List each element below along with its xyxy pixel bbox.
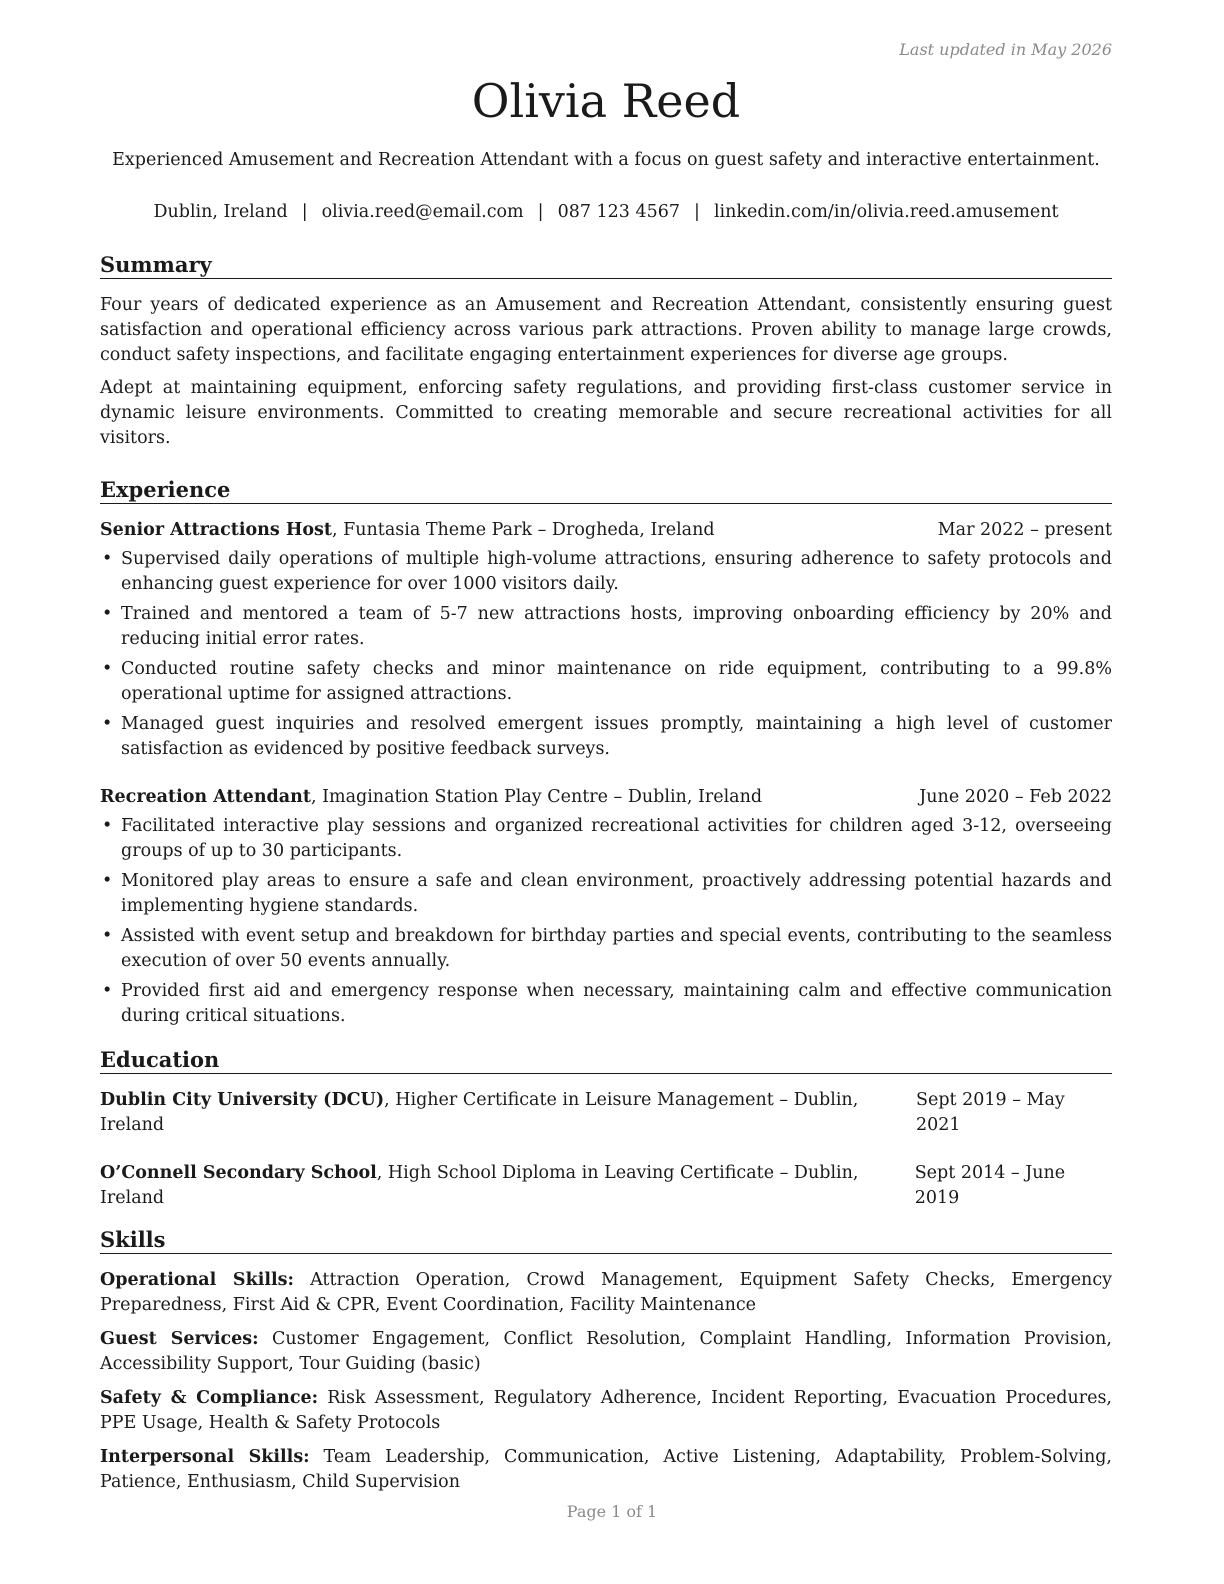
summary-paragraph: Adept at maintaining equipment, enforcing safety regulations, and providing first-class customer service in dynamic leisure environments. Committed to creating memorable and secure recreational activities for all visitors. bbox=[100, 378, 1112, 448]
contact-linkedin[interactable]: linkedin.com/in/olivia.reed.amusement bbox=[713, 202, 1059, 222]
job-dates: Mar 2022 – present bbox=[937, 520, 1112, 540]
job-bullets bbox=[100, 814, 1112, 1029]
skill-group-label: Safety & Compliance: bbox=[100, 1388, 319, 1408]
job-entry bbox=[100, 785, 1112, 1029]
tagline: Experienced Amusement and Recreation Attendant with a focus on guest safety and interactive entertainment. bbox=[112, 150, 1100, 170]
education-entry bbox=[100, 1088, 1112, 1138]
experience-section bbox=[100, 477, 1112, 1029]
skill-group-label: Interpersonal Skills: bbox=[100, 1447, 310, 1467]
job-entry bbox=[100, 518, 1112, 762]
job-bullets bbox=[100, 547, 1112, 762]
candidate-name: Olivia Reed bbox=[471, 74, 741, 128]
summary-section bbox=[100, 252, 1112, 451]
job-bullet: • Trained and mentored a team of 5-7 new attractions hosts, improving onboarding efficiency by 20% and reducing initial error rates. bbox=[100, 602, 1112, 652]
skills-section bbox=[100, 1227, 1112, 1495]
job-org: , Funtasia Theme Park – Drogheda, Ireland bbox=[332, 520, 715, 540]
section-title-experience: Experience bbox=[100, 477, 1112, 504]
skill-group bbox=[100, 1268, 1112, 1318]
job-bullet: • Supervised daily operations of multiple high-volume attractions, ensuring adherence to safety protocols and enhancing guest experience for over 1000 visitors daily. bbox=[100, 547, 1112, 597]
job-dates: June 2020 – Feb 2022 bbox=[919, 787, 1112, 807]
job-bullet: • Provided first aid and emergency response when necessary, maintaining calm and effective communication during critical situations. bbox=[100, 979, 1112, 1029]
skill-group-items: Risk Assessment, Regulatory Adherence, Incident Reporting, Evacuation Procedures, PPE Usage, Health & Safety Protocols bbox=[100, 1388, 1112, 1433]
job-bullet: • Assisted with event setup and breakdown for birthday parties and special events, contributing to the seamless execution of over 50 events annually. bbox=[100, 924, 1112, 974]
skill-group-label: Operational Skills: bbox=[100, 1270, 294, 1290]
job-bullet: • Conducted routine safety checks and minor maintenance on ride equipment, contributing to a 99.8% operational uptime for assigned attractions. bbox=[100, 657, 1112, 707]
education-school: O’Connell Secondary School bbox=[100, 1163, 377, 1183]
job-bullet: • Facilitated interactive play sessions and organized recreational activities for children aged 3-12, overseeing groups of up to 30 participants. bbox=[100, 814, 1112, 864]
education-entry bbox=[100, 1161, 1112, 1211]
education-school: Dublin City University (DCU) bbox=[100, 1090, 385, 1110]
skill-group-items: Team Leadership, Communication, Active Listening, Adaptability, Problem-Solving, Patience, Enthusiasm, Child Supervision bbox=[100, 1447, 1112, 1492]
skill-group bbox=[100, 1327, 1112, 1377]
last-updated-note: Last updated in May 2026 bbox=[899, 40, 1112, 59]
education-section bbox=[100, 1047, 1112, 1211]
skill-group-items: Attraction Operation, Crowd Management, Equipment Safety Checks, Emergency Preparedness, First Aid & CPR, Event Coordination, Facility Maintenance bbox=[100, 1270, 1113, 1315]
contact-separator: | bbox=[694, 202, 700, 222]
resume-page bbox=[100, 40, 1112, 1495]
job-header bbox=[100, 785, 1112, 810]
page-number: Page 1 of 1 bbox=[566, 1502, 658, 1521]
contact-separator: | bbox=[537, 202, 544, 222]
skill-group-items: Customer Engagement, Conflict Resolution, Complaint Handling, Information Provision, Accessibility Support, Tour Guiding (basic) bbox=[100, 1329, 1112, 1374]
education-detail: , High School Diploma in Leaving Certificate – Dublin, Ireland bbox=[100, 1163, 859, 1208]
contact-separator: | bbox=[301, 202, 308, 222]
education-detail: , Higher Certificate in Leisure Management – Dublin, Ireland bbox=[100, 1090, 859, 1135]
skill-group bbox=[100, 1386, 1112, 1436]
job-bullet: • Managed guest inquiries and resolved emergent issues promptly, maintaining a high level of customer satisfaction as evidenced by positive feedback surveys. bbox=[100, 712, 1112, 762]
contact-location: Dublin, Ireland bbox=[153, 202, 288, 222]
skill-group bbox=[100, 1445, 1112, 1495]
education-dates: Sept 2019 – May 2021 bbox=[915, 1090, 1065, 1135]
skill-group-label: Guest Services: bbox=[100, 1329, 259, 1349]
summary-paragraph: Four years of dedicated experience as an Amusement and Recreation Attendant, consistently ensuring guest satisfaction and operational efficiency across various park attractions. Proven ability to manage large crowds, conduct safety inspections, and facilitate engaging entertainment experiences for diverse age groups. bbox=[100, 295, 1112, 365]
section-title-summary: Summary bbox=[100, 252, 1112, 279]
education-dates: Sept 2014 – June 2019 bbox=[914, 1163, 1066, 1208]
job-bullet: • Monitored play areas to ensure a safe and clean environment, proactively addressing potential hazards and implementing hygiene standards. bbox=[100, 869, 1112, 919]
contact-phone: 087 123 4567 bbox=[557, 202, 681, 222]
job-header bbox=[100, 518, 1112, 543]
contact-email[interactable]: olivia.reed@email.com bbox=[321, 202, 524, 222]
job-role: Senior Attractions Host bbox=[100, 520, 332, 540]
section-title-education: Education bbox=[100, 1047, 1112, 1074]
contact-line bbox=[100, 200, 1112, 224]
job-role: Recreation Attendant bbox=[100, 787, 311, 807]
section-title-skills: Skills bbox=[100, 1227, 1112, 1254]
job-org: , Imagination Station Play Centre – Dublin, Ireland bbox=[310, 787, 763, 807]
